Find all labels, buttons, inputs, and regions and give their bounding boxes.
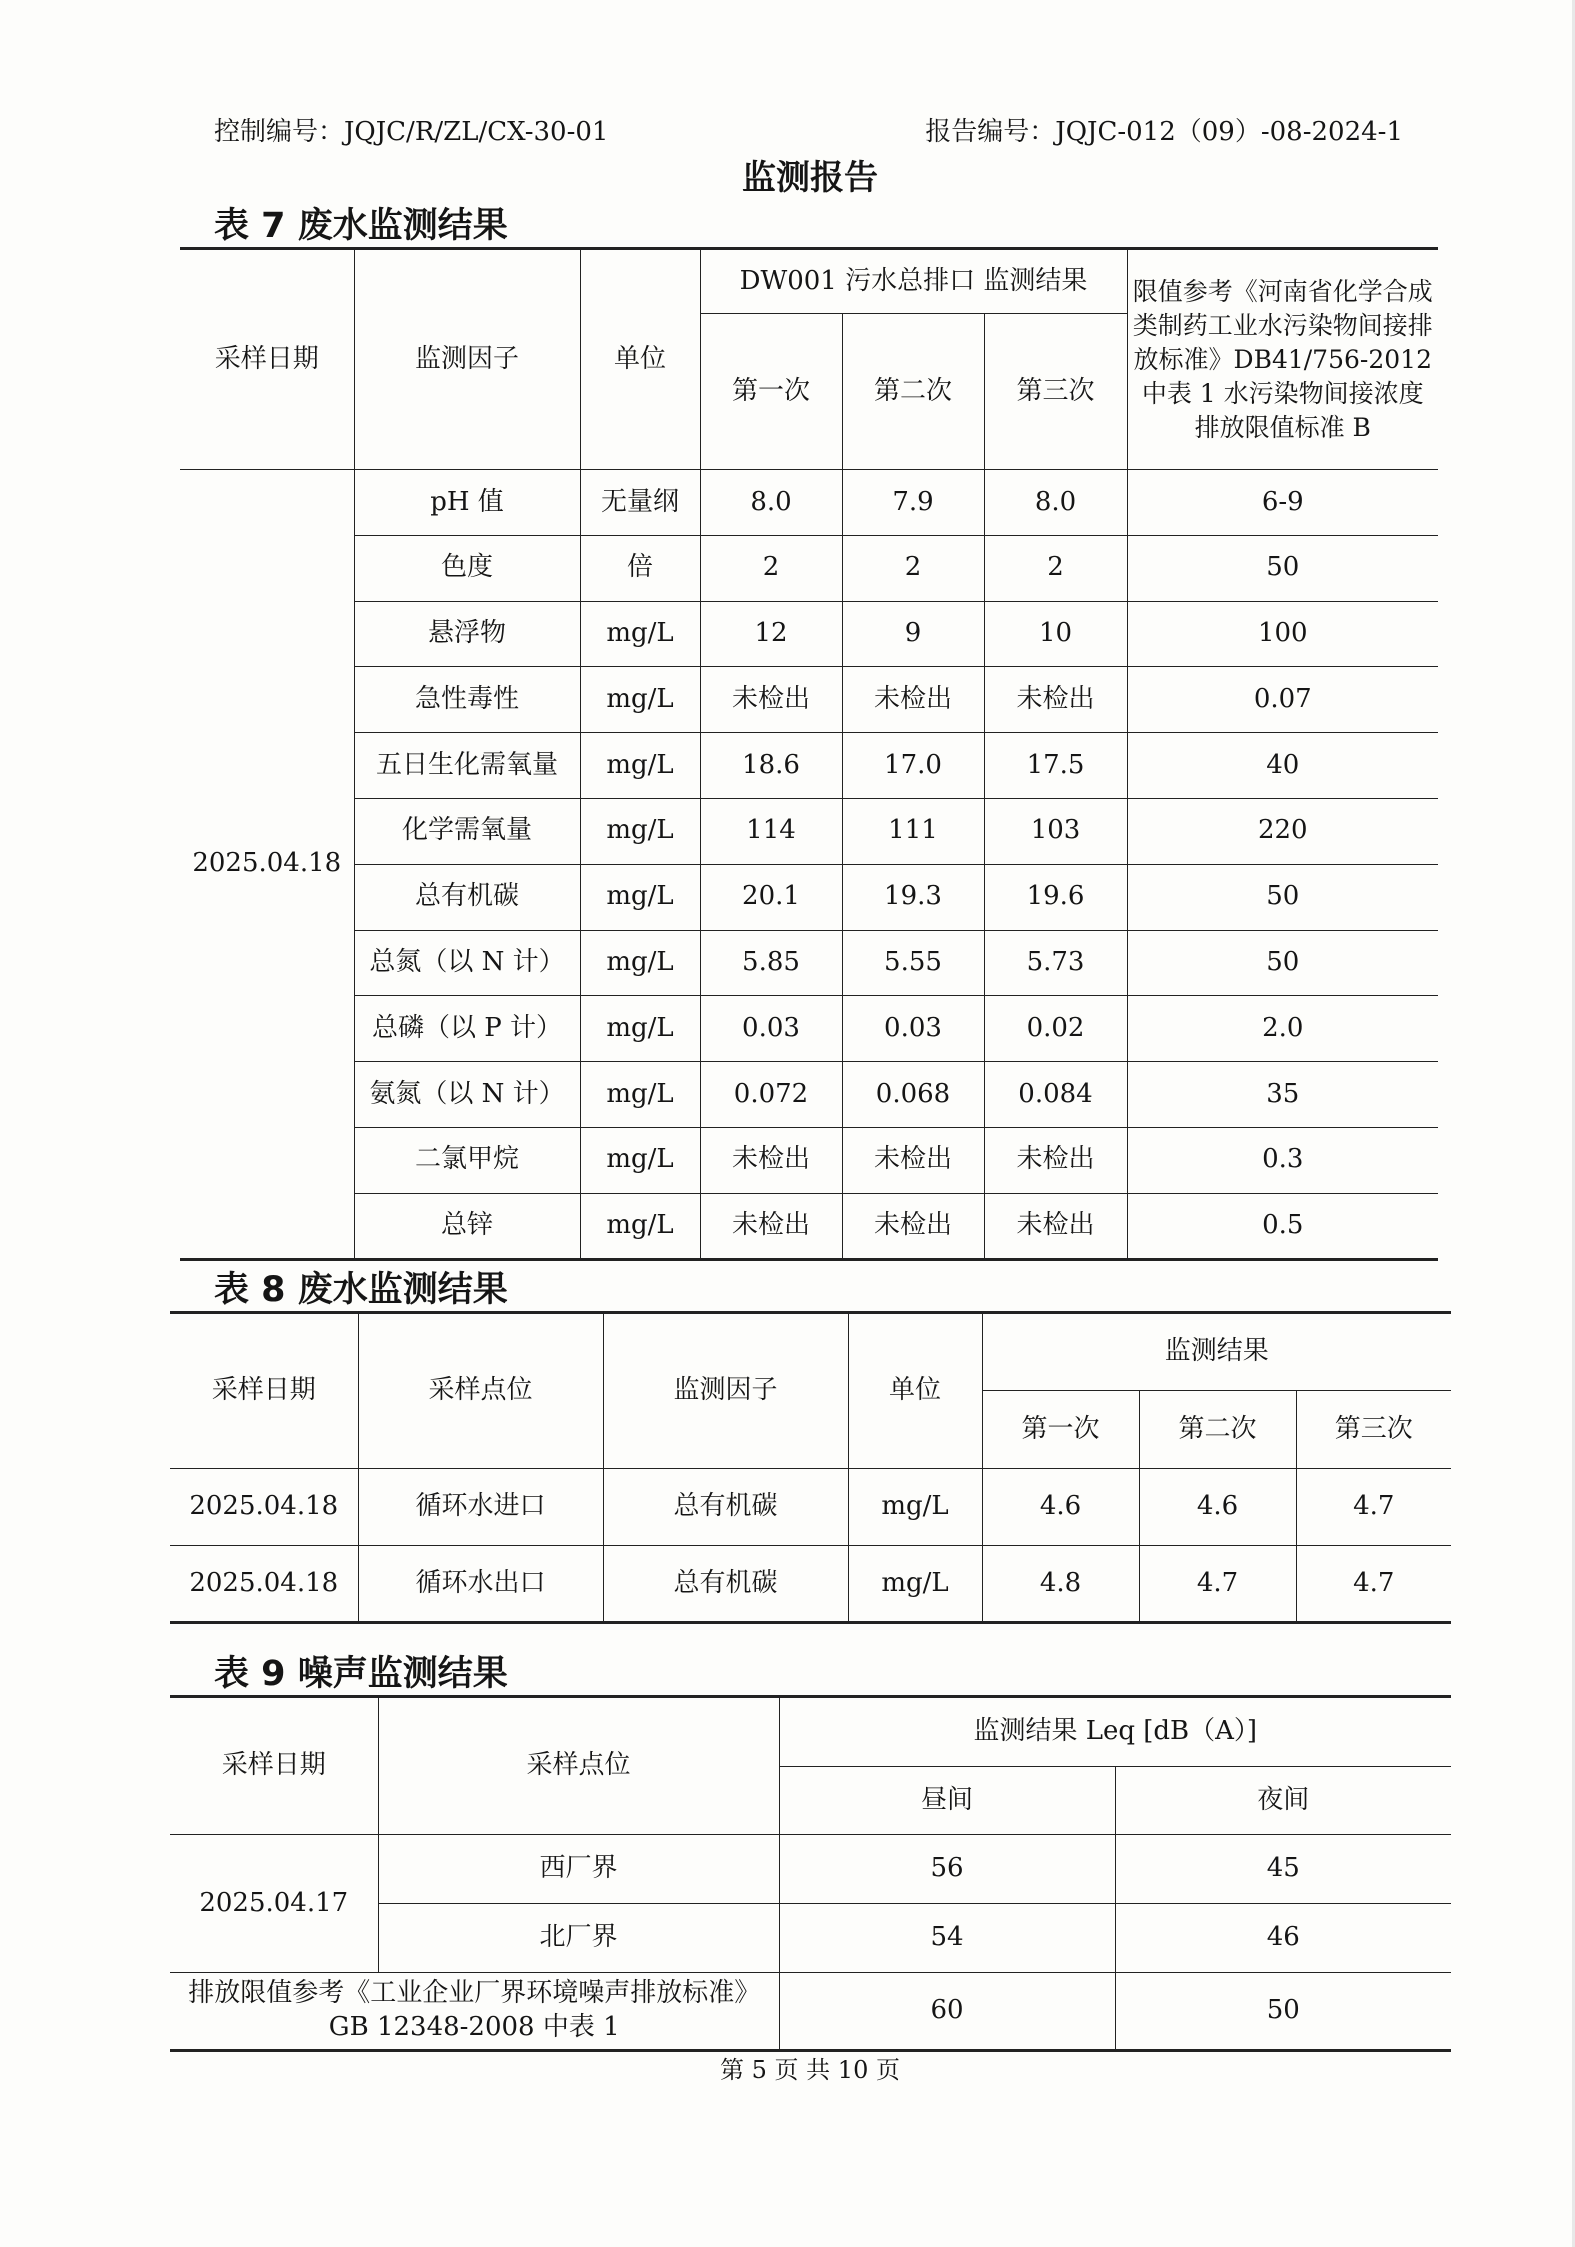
t7-run3: 17.5 xyxy=(984,733,1127,799)
control-number: 控制编号：JQJC/R/ZL/CX-30-01 xyxy=(214,117,609,147)
table-row xyxy=(180,798,1438,864)
t8-header-factor: 监测因子 xyxy=(603,1313,848,1469)
t9-date: 2025.04.17 xyxy=(170,1835,378,1973)
t7-date: 2025.04.18 xyxy=(180,470,354,1260)
page-number: 第 5 页 共 10 页 xyxy=(720,2056,900,2084)
t7-factor: 二氯甲烷 xyxy=(354,1127,580,1193)
t7-factor: 化学需氧量 xyxy=(354,798,580,864)
t7-factor: 五日生化需氧量 xyxy=(354,733,580,799)
t7-factor: 总氮（以 N 计） xyxy=(354,930,580,996)
t7-run2: 9 xyxy=(842,601,984,667)
t7-run2: 未检出 xyxy=(842,667,984,733)
t7-run1: 8.0 xyxy=(700,470,842,536)
t9-limit-day: 60 xyxy=(779,1973,1115,2051)
t8-header-run1: 第一次 xyxy=(982,1391,1139,1469)
t7-run3: 未检出 xyxy=(984,1127,1127,1193)
table8-caption: 表 8 废水监测结果 xyxy=(214,1270,508,1310)
t8-date: 2025.04.18 xyxy=(170,1546,358,1623)
t8-factor: 总有机碳 xyxy=(603,1469,848,1546)
table-row xyxy=(180,1193,1438,1259)
t8-header-group: 监测结果 xyxy=(982,1313,1451,1391)
table-row xyxy=(180,667,1438,733)
t7-unit: mg/L xyxy=(580,1062,700,1128)
t7-run1: 2 xyxy=(700,535,842,601)
t7-run3: 2 xyxy=(984,535,1127,601)
t8-factor: 总有机碳 xyxy=(603,1546,848,1623)
t9-point: 西厂界 xyxy=(378,1835,779,1904)
t7-run3: 19.6 xyxy=(984,864,1127,930)
table-row xyxy=(170,1469,1451,1546)
t8-unit: mg/L xyxy=(848,1546,982,1623)
t8-run3: 4.7 xyxy=(1296,1469,1451,1546)
t7-run1: 0.03 xyxy=(700,996,842,1062)
t9-header-day: 昼间 xyxy=(779,1767,1115,1835)
t7-limit: 0.3 xyxy=(1127,1127,1438,1193)
t8-header-point: 采样点位 xyxy=(358,1313,603,1469)
t7-limit: 50 xyxy=(1127,930,1438,996)
t9-header-night: 夜间 xyxy=(1115,1767,1451,1835)
t7-run2: 17.0 xyxy=(842,733,984,799)
t7-header-run3: 第三次 xyxy=(984,314,1127,470)
t7-run1: 未检出 xyxy=(700,1193,842,1259)
t7-unit: mg/L xyxy=(580,996,700,1062)
table-row xyxy=(170,1546,1451,1623)
t8-date: 2025.04.18 xyxy=(170,1469,358,1546)
t7-unit: 无量纲 xyxy=(580,470,700,536)
t7-header-date: 采样日期 xyxy=(180,249,354,470)
t8-run1: 4.6 xyxy=(982,1469,1139,1546)
t7-run2: 0.068 xyxy=(842,1062,984,1128)
t8-point: 循环水进口 xyxy=(358,1469,603,1546)
t7-run1: 未检出 xyxy=(700,667,842,733)
t7-run3: 0.02 xyxy=(984,996,1127,1062)
t7-unit: mg/L xyxy=(580,733,700,799)
t7-unit: mg/L xyxy=(580,601,700,667)
t8-point: 循环水出口 xyxy=(358,1546,603,1623)
t9-header-point: 采样点位 xyxy=(378,1697,779,1835)
t7-run2: 111 xyxy=(842,798,984,864)
t7-run2: 2 xyxy=(842,535,984,601)
t7-limit: 220 xyxy=(1127,798,1438,864)
t7-factor: 总锌 xyxy=(354,1193,580,1259)
t7-limit: 6-9 xyxy=(1127,470,1438,536)
table-row xyxy=(180,1062,1438,1128)
t8-header-run2: 第二次 xyxy=(1139,1391,1296,1469)
t7-run2: 7.9 xyxy=(842,470,984,536)
t8-run2: 4.7 xyxy=(1139,1546,1296,1623)
t7-run1: 114 xyxy=(700,798,842,864)
table7-caption: 表 7 废水监测结果 xyxy=(214,206,508,246)
t7-factor: 总磷（以 P 计） xyxy=(354,996,580,1062)
t7-limit: 50 xyxy=(1127,535,1438,601)
t7-run3: 8.0 xyxy=(984,470,1127,536)
t7-run2: 5.55 xyxy=(842,930,984,996)
t7-factor: 氨氮（以 N 计） xyxy=(354,1062,580,1128)
t9-limit-label: 排放限值参考《工业企业厂界环境噪声排放标准》 GB 12348-2008 中表 1 xyxy=(170,1973,779,2051)
table7 xyxy=(180,247,1438,1261)
t7-factor: 色度 xyxy=(354,535,580,601)
t7-run3: 未检出 xyxy=(984,1193,1127,1259)
t8-run2: 4.6 xyxy=(1139,1469,1296,1546)
t9-header-group: 监测结果 Leq [dB（A）] xyxy=(779,1697,1451,1767)
t7-header-group: DW001 污水总排口 监测结果 xyxy=(700,249,1127,314)
t7-limit: 50 xyxy=(1127,864,1438,930)
t9-night: 45 xyxy=(1115,1835,1451,1904)
t7-factor: pH 值 xyxy=(354,470,580,536)
t8-run1: 4.8 xyxy=(982,1546,1139,1623)
t7-run1: 未检出 xyxy=(700,1127,842,1193)
t8-header-date: 采样日期 xyxy=(170,1313,358,1469)
t8-header-run3: 第三次 xyxy=(1296,1391,1451,1469)
t9-day: 54 xyxy=(779,1904,1115,1973)
table-row xyxy=(180,930,1438,996)
t7-run3: 10 xyxy=(984,601,1127,667)
report-title: 监测报告 xyxy=(742,158,878,198)
t9-day: 56 xyxy=(779,1835,1115,1904)
t7-run2: 19.3 xyxy=(842,864,984,930)
t7-limit: 35 xyxy=(1127,1062,1438,1128)
table-row xyxy=(180,535,1438,601)
table9-caption: 表 9 噪声监测结果 xyxy=(214,1654,508,1694)
t7-limit: 100 xyxy=(1127,601,1438,667)
t7-run1: 5.85 xyxy=(700,930,842,996)
table9 xyxy=(170,1695,1451,2052)
table-row xyxy=(180,601,1438,667)
t7-run2: 0.03 xyxy=(842,996,984,1062)
report-number: 报告编号：JQJC-012（09）-08-2024-1 xyxy=(925,117,1403,147)
table-row xyxy=(180,470,1438,536)
t7-header-unit: 单位 xyxy=(580,249,700,470)
t7-header-standard: 限值参考《河南省化学合成类制药工业水污染物间接排放标准》DB41/756-2012 中表 1 水污染物间接浓度排放限值标准 B xyxy=(1127,249,1438,470)
table8 xyxy=(170,1311,1451,1624)
table-row xyxy=(170,1973,1451,2051)
t7-unit: mg/L xyxy=(580,1193,700,1259)
t8-unit: mg/L xyxy=(848,1469,982,1546)
t7-unit: mg/L xyxy=(580,667,700,733)
t7-run3: 103 xyxy=(984,798,1127,864)
table-row xyxy=(180,864,1438,930)
t7-run3: 0.084 xyxy=(984,1062,1127,1128)
t7-unit: mg/L xyxy=(580,798,700,864)
t9-night: 46 xyxy=(1115,1904,1451,1973)
t7-header-run1: 第一次 xyxy=(700,314,842,470)
t7-run2: 未检出 xyxy=(842,1193,984,1259)
t7-limit: 0.07 xyxy=(1127,667,1438,733)
t7-unit: mg/L xyxy=(580,1127,700,1193)
t8-run3: 4.7 xyxy=(1296,1546,1451,1623)
table-row xyxy=(180,733,1438,799)
t9-point: 北厂界 xyxy=(378,1904,779,1973)
t7-unit: mg/L xyxy=(580,864,700,930)
t7-header-factor: 监测因子 xyxy=(354,249,580,470)
t7-unit: 倍 xyxy=(580,535,700,601)
t7-run1: 0.072 xyxy=(700,1062,842,1128)
t7-run1: 20.1 xyxy=(700,864,842,930)
t7-limit: 0.5 xyxy=(1127,1193,1438,1259)
t9-limit-night: 50 xyxy=(1115,1973,1451,2051)
t7-limit: 2.0 xyxy=(1127,996,1438,1062)
t9-header-date: 采样日期 xyxy=(170,1697,378,1835)
t7-factor: 急性毒性 xyxy=(354,667,580,733)
table-row xyxy=(170,1835,1451,1904)
t7-run1: 12 xyxy=(700,601,842,667)
t7-run3: 未检出 xyxy=(984,667,1127,733)
t7-factor: 总有机碳 xyxy=(354,864,580,930)
t7-run1: 18.6 xyxy=(700,733,842,799)
t7-factor: 悬浮物 xyxy=(354,601,580,667)
table-row xyxy=(180,1127,1438,1193)
t8-header-unit: 单位 xyxy=(848,1313,982,1469)
t7-run3: 5.73 xyxy=(984,930,1127,996)
t7-limit: 40 xyxy=(1127,733,1438,799)
t7-unit: mg/L xyxy=(580,930,700,996)
table-row xyxy=(180,996,1438,1062)
t7-run2: 未检出 xyxy=(842,1127,984,1193)
t7-header-run2: 第二次 xyxy=(842,314,984,470)
